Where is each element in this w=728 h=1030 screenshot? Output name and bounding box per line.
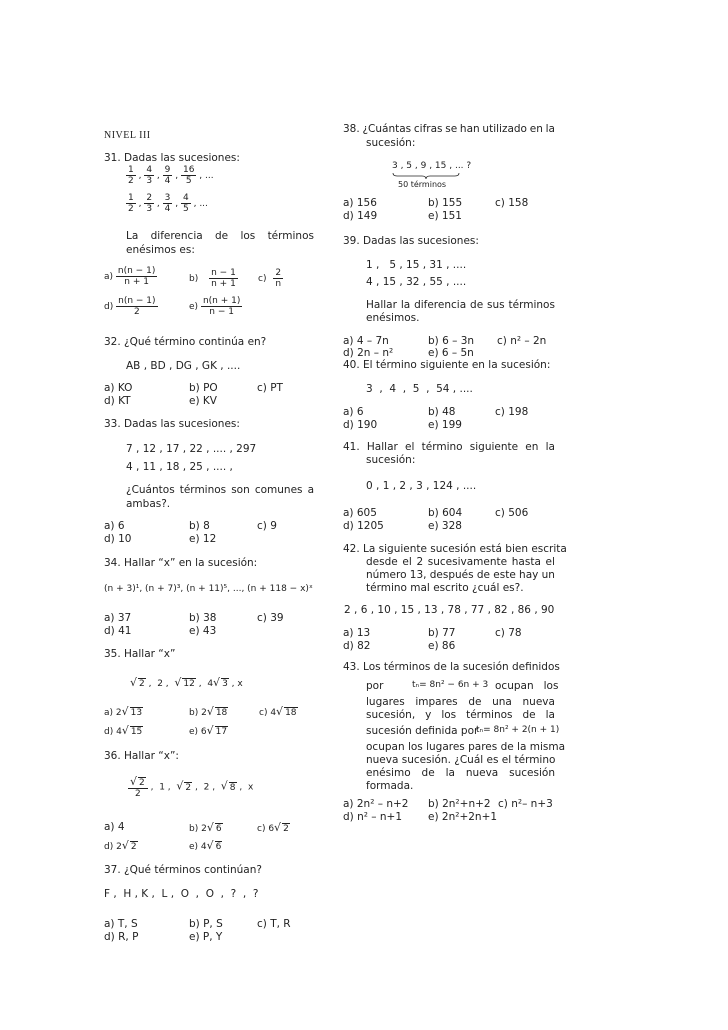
- q42-line3: número 13, después de este hay un: [366, 569, 555, 581]
- q31-seq1-frac1: $\frac{1}{2}$: [128, 165, 134, 186]
- q32-option-c: c) PT: [257, 382, 283, 394]
- q37-option-d: d) R, P: [104, 931, 139, 943]
- q38-sequence: 3 , 5 , 9 , 15 , ... ?: [392, 161, 472, 171]
- q42-option-c: c) 78: [495, 627, 522, 639]
- q41-option-a: a) 605: [343, 507, 377, 519]
- q37-sequence: F , H , K , L , O , O , ? , ?: [104, 888, 259, 900]
- q34-option-e: e) 43: [189, 625, 217, 637]
- q36-option-b: b) 2√ 6: [189, 821, 222, 834]
- q31-seq1-frac2: $\frac{4}{3}$: [146, 165, 153, 186]
- q37-question: 37. ¿Qué términos continúan?: [104, 864, 262, 876]
- q31-seq2: $\frac{1}{2}$ , $\frac{2}{3}$ , $\frac{3}{4}$ , $\frac{4}{5}$ , ...: [128, 193, 208, 214]
- q31-seq2-frac1: $\frac{1}{2}$: [128, 193, 134, 214]
- q42-option-e: e) 86: [428, 640, 456, 652]
- q34-sequence: (n + 3)¹, (n + 7)³, (n + 11)⁵, ..., (n + 118 − x)ˣ: [104, 584, 313, 594]
- q42-line1: 42. La siguiente sucesión está bien escrita: [343, 543, 567, 555]
- q39-option-c: c) n² – 2n: [497, 335, 547, 347]
- q31-seq1-frac4: $\frac{16}{5}$: [182, 165, 195, 186]
- q43-formula-even: tₙ= 8n² + 2(n + 1): [476, 725, 560, 735]
- q41-option-c: c) 506: [495, 507, 529, 519]
- q41-question-line2: sucesión:: [366, 454, 416, 466]
- q39-option-e: e) 6 – 5n: [428, 347, 474, 359]
- q42-sequence: 2 , 6 , 10 , 15 , 13 , 78 , 77 , 82 , 86 , 90: [344, 604, 555, 616]
- q35-option-e: e) 6√ 17: [189, 724, 228, 737]
- q37-option-c: c) T, R: [257, 918, 291, 930]
- q43-option-c: c) n²– n+3: [498, 798, 553, 810]
- q39-sequence-2: 4 , 15 , 32 , 55 , ....: [366, 276, 467, 288]
- q43-line5-text: sucesión definida por: [366, 725, 479, 737]
- q34-option-c: c) 39: [257, 612, 284, 624]
- q43-formula-odd: tₙ= 8n² − 6n + 3: [412, 680, 489, 690]
- q36-first-fraction: $\frac{√ 2}{2}$: [128, 775, 148, 799]
- q31-option-d: d) $\frac{n(n - 1)}{2}$: [104, 296, 156, 317]
- q43-line8: enésimo de la nueva sucesión: [366, 767, 555, 779]
- q31-text1: La diferencia de los términos: [126, 230, 314, 242]
- q43-line2-rest: ocupan los: [495, 680, 559, 692]
- q31-seq1: $\frac{1}{2}$ , $\frac{4}{3}$ , $\frac{9}{4}$ , $\frac{16}{5}$ , ...: [128, 165, 214, 186]
- q38-brace-label: 50 términos: [398, 180, 447, 189]
- q38-question-line1: 38. ¿Cuántas cifras se han utilizado en la: [343, 123, 555, 135]
- q31-seq1-frac3: $\frac{9}{4}$: [164, 165, 171, 186]
- q43-option-e: e) 2n²+2n+1: [428, 811, 498, 823]
- q35-sequence: √ 2 , 2 , √ 12 , 4√ 3 , x: [130, 676, 243, 689]
- q36-sequence: $\frac{√ 2}{2}$ , 1 , √ 2 , 2 , √ 8 , x: [130, 775, 254, 799]
- q40-option-b: b) 48: [428, 406, 456, 418]
- q40-option-e: e) 199: [428, 419, 462, 431]
- q40-question: 40. El término siguiente en la sucesión:: [343, 359, 551, 371]
- q38-option-c: c) 158: [495, 197, 529, 209]
- q32-option-d: d) KT: [104, 395, 131, 407]
- q33-option-e: e) 12: [189, 533, 217, 545]
- q35-option-b: b) 2√ 18: [189, 705, 228, 718]
- q35-option-a: a) 2√ 13: [104, 705, 143, 718]
- q43-line7: nueva sucesión. ¿Cuál es el término: [366, 754, 556, 766]
- q36-question: 36. Hallar “x”:: [104, 750, 179, 762]
- q31-question: 31. Dadas las sucesiones:: [104, 152, 240, 164]
- q36-option-e: e) 4√ 6: [189, 839, 222, 852]
- q31-option-e: e) $\frac{n(n + 1)}{n - 1}$: [189, 296, 241, 317]
- q39-option-b: b) 6 – 3n: [428, 335, 475, 347]
- q42-line2: desde el 2 sucesivamente hasta el: [366, 556, 555, 568]
- q40-option-c: c) 198: [495, 406, 529, 418]
- q33-option-a: a) 6: [104, 520, 125, 532]
- q38-question-line2: sucesión:: [366, 137, 416, 149]
- q31-option-a: a) $\frac{n(n - 1)}{n + 1}$: [104, 266, 156, 287]
- q39-text2: enésimos.: [366, 312, 420, 324]
- q41-question-line1: 41. Hallar el término siguiente en la: [343, 441, 555, 453]
- q37-option-e: e) P, Y: [189, 931, 223, 943]
- q43-line3: lugares impares de una nueva: [366, 696, 555, 708]
- q38-option-a: a) 156: [343, 197, 377, 209]
- q33-option-c: c) 9: [257, 520, 277, 532]
- q34-option-d: d) 41: [104, 625, 132, 637]
- q31-seq2-frac4: $\frac{4}{5}$: [182, 193, 189, 214]
- q32-option-b: b) PO: [189, 382, 218, 394]
- q39-question: 39. Dadas las sucesiones:: [343, 235, 479, 247]
- q38-option-d: d) 149: [343, 210, 378, 222]
- q35-option-d: d) 4√ 15: [104, 724, 143, 737]
- q33-question: 33. Dadas las sucesiones:: [104, 418, 240, 430]
- q42-option-b: b) 77: [428, 627, 456, 639]
- q32-question: 32. ¿Qué término continúa en?: [104, 336, 267, 348]
- q43-line2-por: por: [366, 680, 384, 692]
- q40-option-a: a) 6: [343, 406, 364, 418]
- q33-text1: ¿Cuántos términos son comunes a: [126, 484, 314, 496]
- q39-sequence-1: 1 , 5 , 15 , 31 , ....: [366, 259, 467, 271]
- q37-option-a: a) T, S: [104, 918, 138, 930]
- q36-option-c: c) 6√ 2: [257, 821, 289, 834]
- q43-line1: 43. Los términos de la sucesión definidos: [343, 661, 560, 673]
- q31-option-b: b) $\frac{n - 1}{n + 1}$: [189, 268, 236, 289]
- q43-option-a: a) 2n² – n+2: [343, 798, 409, 810]
- q32-option-a: a) KO: [104, 382, 133, 394]
- q36-option-d: d) 2√ 2: [104, 839, 137, 852]
- q31-text2: enésimos es:: [126, 244, 195, 256]
- q41-option-d: d) 1205: [343, 520, 384, 532]
- q42-option-a: a) 13: [343, 627, 371, 639]
- q43-option-d: d) n² – n+1: [343, 811, 403, 823]
- q38-option-b: b) 155: [428, 197, 463, 209]
- q31-seq2-frac3: $\frac{3}{4}$: [164, 193, 171, 214]
- q32-option-e: e) KV: [189, 395, 217, 407]
- q40-sequence: 3 , 4 , 5 , 54 , ....: [366, 383, 473, 395]
- q36-option-a: a) 4: [104, 821, 125, 833]
- q41-sequence: 0 , 1 , 2 , 3 , 124 , ....: [366, 480, 477, 492]
- q43-line9: formada.: [366, 780, 414, 792]
- q33-sequence-2: 4 , 11 , 18 , 25 , .... ,: [126, 461, 233, 473]
- q31-seq2-frac2: $\frac{2}{3}$: [146, 193, 153, 214]
- q32-sequence: AB , BD , DG , GK , ....: [126, 360, 241, 372]
- q41-option-b: b) 604: [428, 507, 463, 519]
- q34-option-b: b) 38: [189, 612, 217, 624]
- q35-option-c: c) 4√ 18: [259, 705, 297, 718]
- level-title: NIVEL III: [104, 130, 151, 141]
- q33-option-b: b) 8: [189, 520, 210, 532]
- q34-question: 34. Hallar “x” en la sucesión:: [104, 557, 258, 569]
- q31-option-c: c) $\frac{2}{n}$: [258, 268, 282, 289]
- q43-line6: ocupan los lugares pares de la misma: [366, 741, 566, 753]
- q39-text1: Hallar la diferencia de sus términos: [366, 299, 555, 311]
- q42-option-d: d) 82: [343, 640, 371, 652]
- q33-option-d: d) 10: [104, 533, 132, 545]
- q38-underbrace: [392, 172, 460, 180]
- q43-option-b: b) 2n²+n+2: [428, 798, 491, 810]
- q41-option-e: e) 328: [428, 520, 462, 532]
- q35-question: 35. Hallar “x”: [104, 648, 176, 660]
- q33-sequence-1: 7 , 12 , 17 , 22 , .... , 297: [126, 443, 257, 455]
- q39-option-d: d) 2n – n²: [343, 347, 394, 359]
- q37-option-b: b) P, S: [189, 918, 223, 930]
- q40-option-d: d) 190: [343, 419, 378, 431]
- q38-option-e: e) 151: [428, 210, 462, 222]
- q39-option-a: a) 4 – 7n: [343, 335, 389, 347]
- q42-line4: término mal escrito ¿cuál es?.: [366, 582, 524, 594]
- q33-text2: ambas?.: [126, 498, 171, 510]
- q43-line4: sucesión, y los términos de la: [366, 709, 555, 721]
- q34-option-a: a) 37: [104, 612, 132, 624]
